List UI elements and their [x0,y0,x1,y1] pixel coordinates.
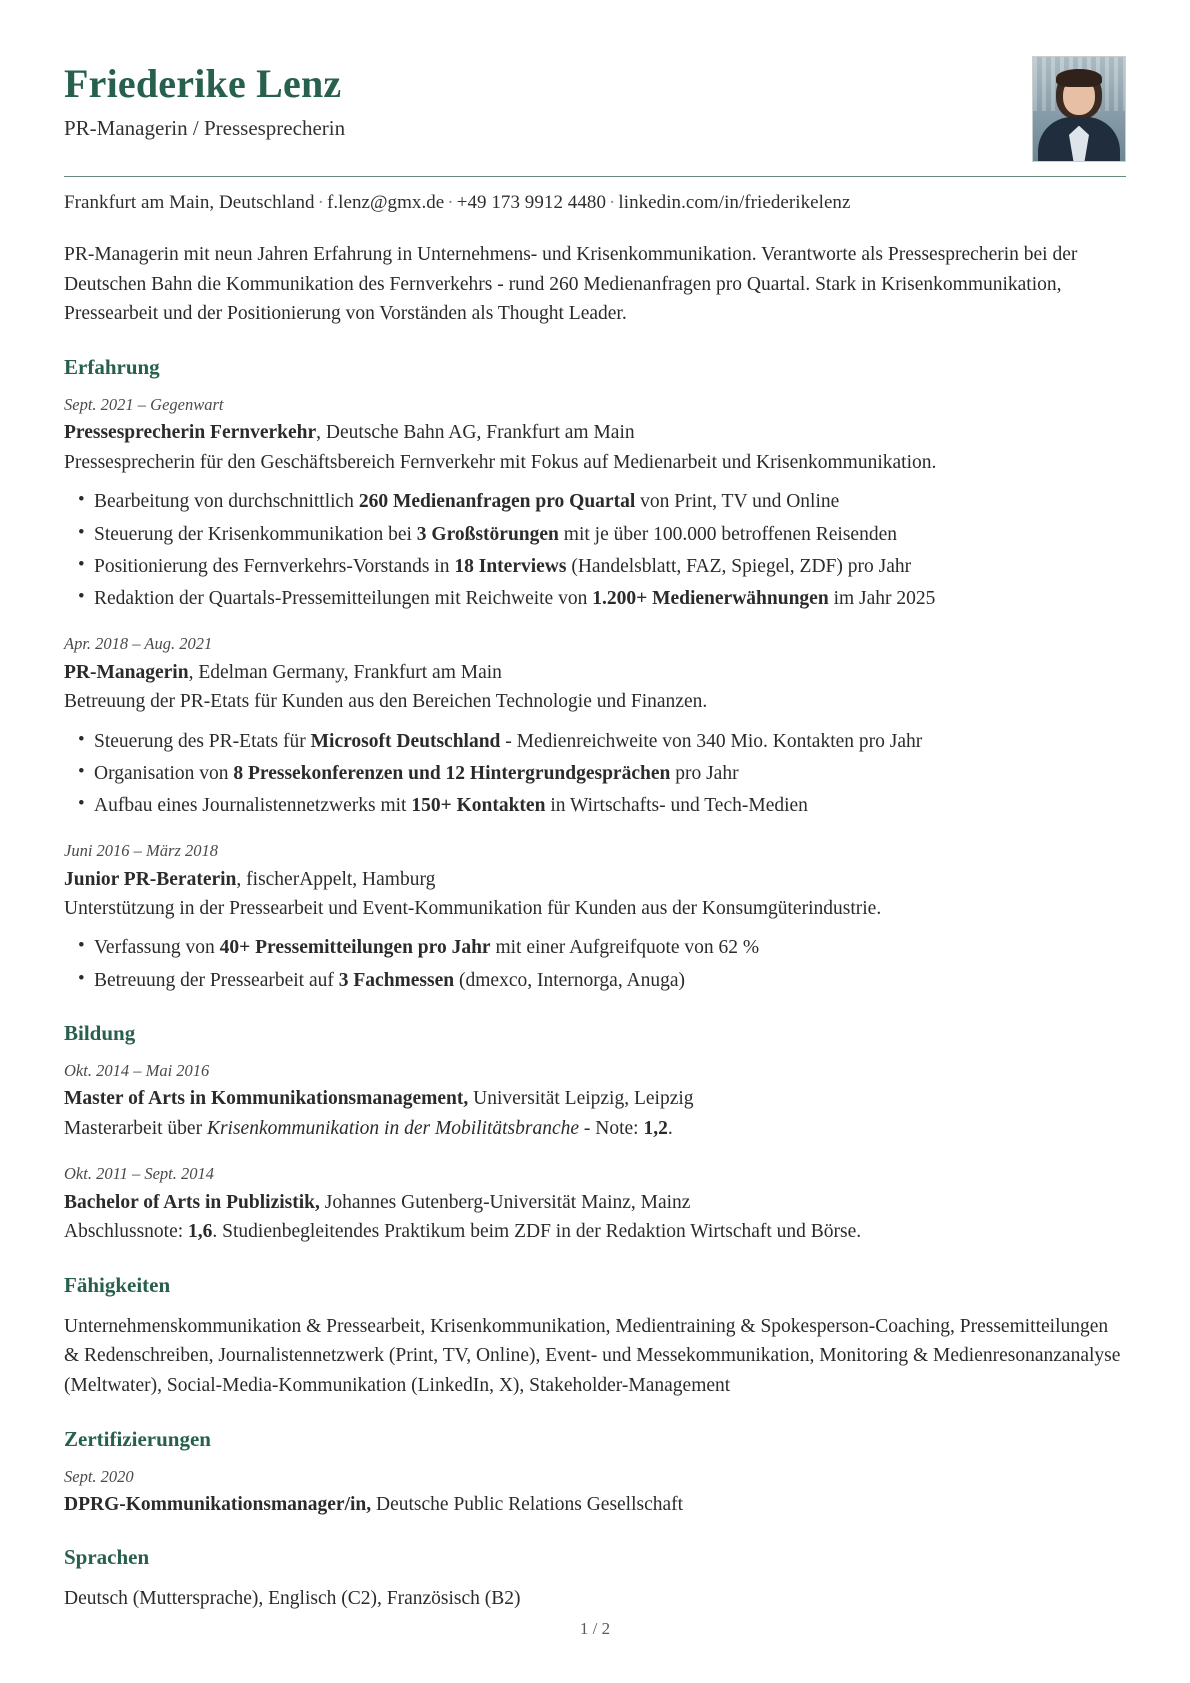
bullet-segment: - Medienreichweite von 340 Mio. Kontakten pro Jahr [500,730,923,752]
entry-title [64,1491,1126,1519]
contact-separator: · [609,192,616,213]
section-skills [64,1273,1126,1401]
section-experience [64,355,1126,995]
bullet-segment: (dmexco, Internorga, Anuga) [454,969,685,991]
resume-entry [64,1466,1126,1519]
contact-phone[interactable]: +49 173 9912 4480 [456,192,607,213]
bullet-segment: von Print, TV und Online [635,491,840,513]
section-heading-education: Bildung [64,1020,136,1045]
avatar [1032,56,1126,162]
entry-title [64,1189,1126,1217]
entry-detail-part: 1,2 [643,1118,668,1140]
resume-entry [64,633,1126,820]
page-footer [0,1619,1190,1639]
bullet-segment: (Handelsblatt, FAZ, Spiegel, ZDF) pro Jahr [566,555,912,577]
bullet-segment: Steuerung des PR-Etats für [94,730,311,752]
entry-bullet [64,933,1126,962]
entry-meta: Deutsche Public Relations Gesellschaft [371,1494,684,1516]
entry-title-strong: Master of Arts in Kommunikationsmanagement, [64,1088,469,1110]
entry-bullet [64,791,1126,820]
bullet-segment: Bearbeitung von durchschnittlich [94,491,359,513]
entry-bullet [64,759,1126,788]
entry-detail [64,1115,1126,1143]
bullet-segment: 1.200+ Medienerwähnungen [592,588,829,610]
entry-date: Okt. 2011 – Sept. 2014 [64,1164,215,1184]
bullet-segment: im Jahr 2025 [828,588,936,610]
entry-bullet-list [64,933,1126,995]
resume-entry [64,394,1126,613]
bullet-segment: 150+ Kontakten [411,795,546,816]
entry-bullet [64,520,1126,549]
contact-separator: · [447,192,454,213]
entry-meta: Universität Leipzig, Leipzig [468,1088,694,1110]
section-languages [64,1545,1126,1614]
professional-summary: PR-Managerin mit neun Jahren Erfahrung in Unternehmens- und Krisenkommunikation. Verantworte als Pressesprecherin bei der Deutschen Bahn die Kommunikation des Fernverkehrs - rund 260 Medienanfragen pro Quartal. Stark in Krisenkommunikation, Pressearbeit und der Positionierung von Vorständen als Thought Leader. [64,244,1078,325]
entry-bullet-list [64,727,1126,821]
certification-entries [64,1466,1126,1519]
entry-bullet [64,966,1126,995]
resume-header [64,52,1126,162]
bullet-segment: Verfassung von [94,937,220,959]
header-text-block [64,52,345,141]
bullet-segment: Positionierung des Fernverkehrs-Vorstands in [94,555,455,577]
section-education [64,1021,1126,1247]
entry-bullet [64,487,1126,516]
entry-detail-part: Masterarbeit über [64,1118,207,1140]
entry-date: Juni 2016 – März 2018 [64,841,218,861]
entry-detail-part: Krisenkommunikation in der Mobilitätsbranche [206,1118,580,1140]
bullet-segment: 260 Medienanfragen pro Quartal [358,491,636,513]
resume-entry [64,1060,1126,1143]
bullet-segment: pro Jahr [670,762,739,784]
bullet-segment: Betreuung der Pressearbeit auf [94,969,339,991]
bullet-segment: 3 Fachmessen [338,969,455,991]
experience-entries [64,394,1126,995]
entry-bullet [64,584,1126,613]
professional-headline: PR-Managerin / Pressesprecherin [64,116,346,140]
section-certifications [64,1427,1126,1519]
entry-detail-part: - Note: [579,1118,644,1140]
bullet-segment: in Wirtschafts- und Tech-Medien [545,795,808,816]
entry-date: Sept. 2020 [64,1466,134,1486]
page-title: Friederike Lenz [64,61,342,106]
education-entries [64,1060,1126,1246]
languages-text: Deutsch (Muttersprache), Englisch (C2), Französisch (B2) [64,1587,521,1609]
entry-description: Betreuung der PR-Etats für Kunden aus den Bereichen Technologie und Finanzen. [64,691,708,713]
entry-title-strong: Bachelor of Arts in Publizistik, [64,1191,320,1213]
bullet-segment: Steuerung der Krisenkommunikation bei [94,523,417,545]
entry-title-strong: Junior PR-Beraterin [64,868,237,890]
entry-title-strong: DPRG-Kommunikationsmanager/in, [64,1494,372,1516]
bullet-segment: 18 Interviews [454,555,567,577]
entry-detail-part: . Studienbegleitendes Praktikum beim ZDF in der Redaktion Wirtschaft und Börse. [212,1221,862,1243]
entry-description: Unterstützung in der Pressearbeit und Event-Kommunikation für Kunden aus der Konsumgüterindustrie. [64,898,882,920]
entry-meta: , Deutsche Bahn AG, Frankfurt am Main [316,422,635,444]
entry-detail-part: Abschlussnote: [64,1221,189,1243]
contact-separator: · [317,192,324,213]
resume-entry [64,1163,1126,1246]
page-indicator: 1 / 2 [579,1619,611,1638]
skills-text: Unternehmenskommunikation & Pressearbeit, Krisenkommunikation, Medientraining & Spokesperson-Coaching, Pressemitteilungen & Redenschreiben, Journalistennetzwerk (Print, TV, Online), Event- und Messekommunikation, Monitoring & Medienresonanzanalyse (Meltwater), Social-Media-Kommunikation (LinkedIn, X), Stakeholder-Management [64,1315,1121,1397]
bullet-segment: mit je über 100.000 betroffenen Reisenden [558,523,897,545]
contact-email[interactable]: f.lenz@gmx.de [326,192,445,213]
entry-bullet [64,552,1126,581]
contact-linkedin[interactable]: linkedin.com/in/friederikelenz [618,192,851,213]
bullet-segment: mit einer Aufgreifquote von 62 % [490,937,760,959]
entry-title-strong: Pressesprecherin Fernverkehr [64,422,317,444]
contact-line [64,177,1126,214]
bullet-segment: Microsoft Deutschland [310,730,501,752]
entry-date: Sept. 2021 – Gegenwart [64,395,224,415]
entry-title-strong: PR-Managerin [64,661,189,683]
entry-bullet [64,727,1126,756]
entry-title [64,419,1126,447]
entry-title [64,1085,1126,1113]
bullet-segment: Aufbau eines Journalistennetzwerks mit [94,795,412,816]
bullet-segment: Redaktion der Quartals-Pressemitteilungen mit Reichweite von [94,588,593,610]
section-heading-languages: Sprachen [64,1544,150,1569]
entry-meta: , Edelman Germany, Frankfurt am Main [188,661,502,683]
bullet-segment: 3 Großstörungen [416,523,559,545]
bullet-segment: Organisation von [94,762,234,784]
entry-title [64,659,1126,687]
entry-bullet-list [64,487,1126,613]
portrait-hair-front [1056,69,1102,87]
entry-description: Pressesprecherin für den Geschäftsbereich Fernverkehr mit Fokus auf Medienarbeit und Krisenkommunikation. [64,452,937,474]
entry-detail-part: . [667,1118,673,1140]
section-heading-skills: Fähigkeiten [64,1272,171,1297]
entry-meta: Johannes Gutenberg-Universität Mainz, Mainz [319,1191,691,1213]
section-heading-certifications: Zertifizierungen [64,1426,211,1451]
entry-meta: , fischerAppelt, Hamburg [236,868,436,890]
section-heading-experience: Erfahrung [64,354,160,379]
entry-title [64,866,1126,894]
resume-entry [64,840,1126,995]
entry-date: Okt. 2014 – Mai 2016 [64,1061,210,1081]
entry-date: Apr. 2018 – Aug. 2021 [64,634,213,654]
contact-location: Frankfurt am Main, Deutschland [64,192,315,213]
bullet-segment: 40+ Pressemitteilungen pro Jahr [219,937,491,959]
entry-detail [64,1218,1126,1246]
entry-detail-part: 1,6 [188,1221,213,1243]
bullet-segment: 8 Pressekonferenzen und 12 Hintergrundgesprächen [233,762,671,784]
